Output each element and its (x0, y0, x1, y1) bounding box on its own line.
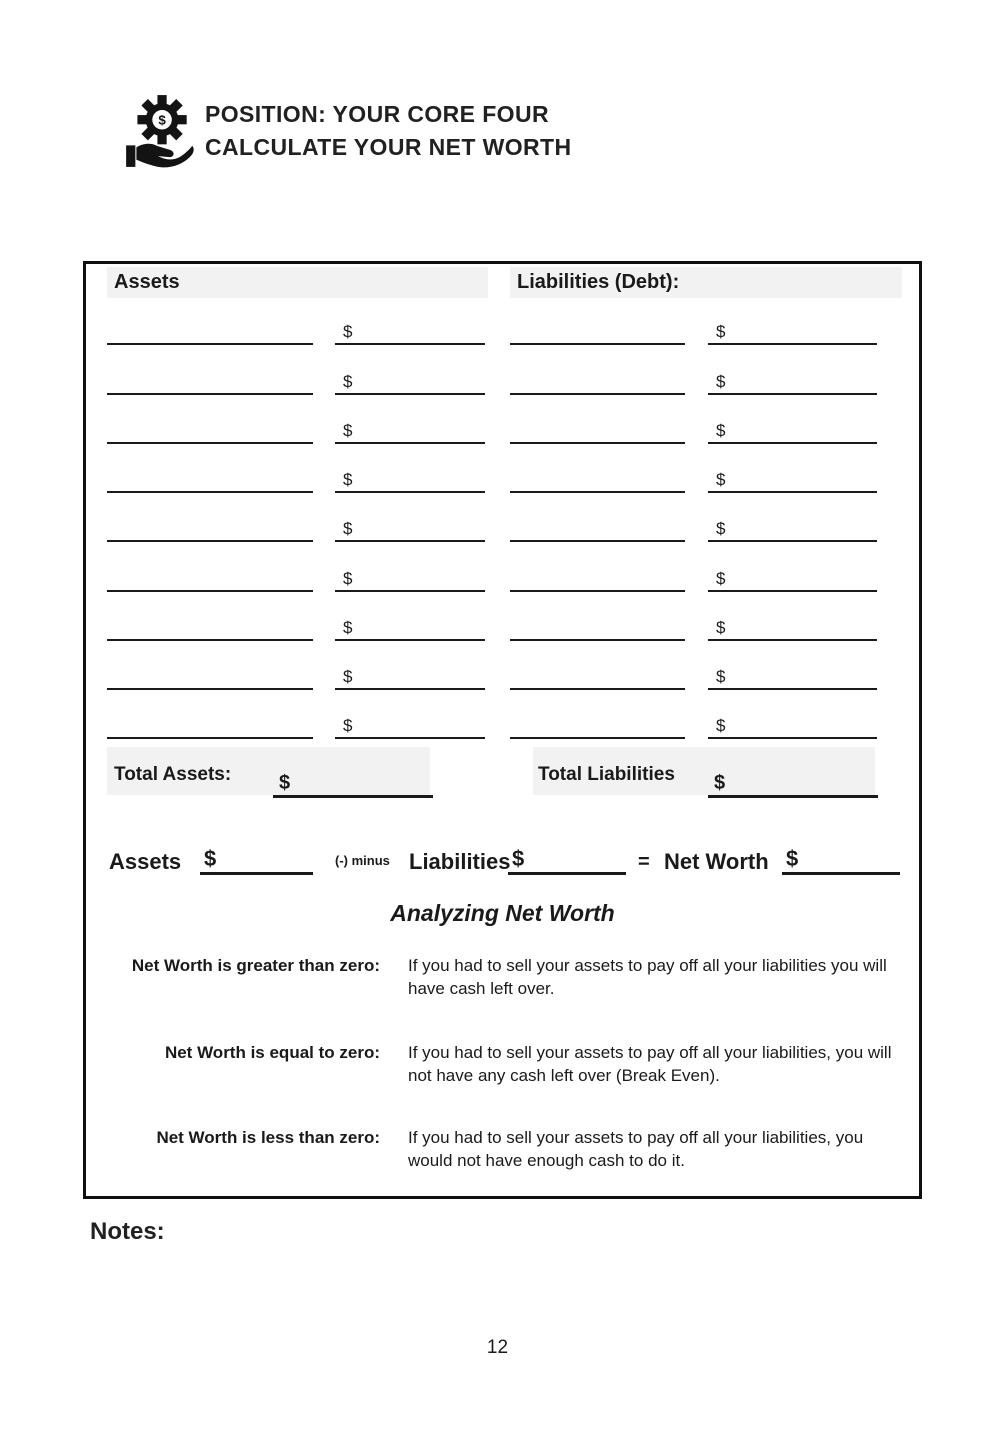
asset-amount-field[interactable] (335, 317, 485, 345)
asset-amount-field[interactable] (335, 514, 485, 542)
asset-name-field[interactable] (107, 660, 313, 690)
page-title-line1: POSITION: YOUR CORE FOUR (205, 101, 549, 127)
worksheet-row (86, 444, 919, 493)
asset-amount-field[interactable] (335, 465, 485, 493)
total-liabilities-label: Total Liabilities (538, 764, 675, 785)
liability-name-field[interactable] (510, 463, 685, 493)
dollar-sign: $ (716, 667, 726, 686)
worksheet-row (86, 542, 919, 591)
analysis-item-text: If you had to sell your assets to pay off all your liabilities you will have cash left over. (408, 956, 887, 998)
dollar-sign: $ (716, 519, 726, 539)
money-gear-hand-icon (125, 92, 195, 170)
liabilities-column-header: Liabilities (Debt): (510, 267, 902, 298)
liability-name-field[interactable] (510, 365, 685, 395)
dollar-sign: $ (343, 322, 353, 342)
analysis-item-label: Net Worth is equal to zero: (164, 1043, 380, 1062)
worksheet-row (86, 395, 919, 444)
assets-column-header: Assets (107, 267, 488, 298)
asset-name-field[interactable] (107, 562, 313, 592)
analysis-item (86, 1041, 919, 1087)
dollar-sign: $ (343, 371, 353, 391)
asset-name-field[interactable] (107, 365, 313, 395)
liability-amount-field[interactable] (708, 317, 877, 345)
worksheet-row (86, 641, 919, 690)
formula-net-worth-field[interactable] (782, 842, 900, 875)
worksheet-row (86, 690, 919, 739)
formula-liabilities-label: Liabilities (409, 849, 511, 874)
liability-amount-field[interactable] (708, 514, 877, 542)
asset-amount-field[interactable] (335, 416, 485, 444)
liability-amount-field[interactable] (708, 367, 877, 395)
dollar-sign: $ (343, 716, 353, 736)
dollar-sign: $ (716, 322, 726, 342)
dollar-sign: $ (716, 716, 726, 736)
net-worth-worksheet-box (83, 261, 922, 1199)
dollar-sign: $ (343, 667, 353, 686)
liability-amount-field[interactable] (708, 416, 877, 444)
dollar-sign: $ (716, 470, 726, 489)
asset-name-field[interactable] (107, 414, 313, 444)
total-liabilities-field[interactable] (708, 763, 878, 798)
dollar-sign: $ (343, 617, 353, 637)
liability-name-field[interactable] (510, 709, 685, 739)
notes-label: Notes: (90, 1218, 165, 1245)
dollar-sign: $ (204, 846, 217, 871)
total-assets-field[interactable] (273, 763, 433, 798)
formula-assets-label: Assets (109, 849, 182, 874)
worksheet-row (86, 592, 919, 641)
liability-name-field[interactable] (510, 660, 685, 690)
analysis-title: Analyzing Net Worth (390, 900, 615, 926)
liability-name-field[interactable] (510, 414, 685, 444)
liability-name-field[interactable] (510, 562, 685, 592)
analysis-item (86, 954, 919, 1000)
dollar-sign: $ (512, 846, 525, 871)
dollar-sign: $ (343, 420, 353, 440)
liability-amount-field[interactable] (708, 465, 877, 493)
asset-name-field[interactable] (107, 463, 313, 493)
worksheet-row (86, 296, 919, 345)
analysis-item-text: If you had to sell your assets to pay off all your liabilities, you will not have any cash left over (Break Even). (408, 1043, 892, 1085)
net-worth-formula-row (86, 838, 919, 875)
liability-name-field[interactable] (510, 611, 685, 641)
total-assets-label: Total Assets: (114, 764, 232, 785)
dollar-sign: $ (716, 617, 726, 637)
liability-amount-field[interactable] (708, 564, 877, 592)
dollar-sign: $ (786, 846, 799, 871)
liability-amount-field[interactable] (708, 711, 877, 739)
liability-amount-field[interactable] (708, 613, 877, 641)
analysis-item (86, 1126, 919, 1172)
formula-liabilities-field[interactable] (508, 842, 626, 875)
worksheet-rows (86, 296, 919, 739)
formula-net-worth-label: Net Worth (664, 849, 769, 874)
analysis-item-label: Net Worth is greater than zero: (131, 956, 380, 975)
dollar-sign: $ (716, 420, 726, 440)
liability-amount-field[interactable] (708, 662, 877, 690)
page-title-line2: CALCULATE YOUR NET WORTH (205, 134, 572, 160)
liability-name-field[interactable] (510, 512, 685, 542)
asset-name-field[interactable] (107, 512, 313, 542)
dollar-sign: $ (716, 371, 726, 391)
dollar-sign: $ (343, 519, 353, 539)
formula-assets-field[interactable] (200, 842, 313, 875)
dollar-sign: $ (714, 772, 726, 794)
page-number: 12 (486, 1337, 509, 1358)
analysis-item-text: If you had to sell your assets to pay off all your liabilities, you would not have enough cash to do it. (408, 1128, 864, 1170)
asset-amount-field[interactable] (335, 367, 485, 395)
dollar-sign: $ (716, 568, 726, 588)
asset-name-field[interactable] (107, 709, 313, 739)
formula-equals-sign: = (638, 851, 650, 873)
liability-name-field[interactable] (510, 315, 685, 345)
worksheet-row (86, 493, 919, 542)
dollar-sign: $ (279, 772, 291, 794)
dollar-sign: $ (343, 470, 353, 489)
worksheet-row (86, 345, 919, 394)
svg-text:$: $ (158, 112, 166, 128)
analysis-item-label: Net Worth is less than zero: (156, 1128, 380, 1147)
dollar-sign: $ (343, 568, 353, 588)
asset-name-field[interactable] (107, 611, 313, 641)
asset-amount-field[interactable] (335, 613, 485, 641)
asset-amount-field[interactable] (335, 564, 485, 592)
asset-name-field[interactable] (107, 315, 313, 345)
formula-minus-label: (-) minus (335, 853, 390, 868)
asset-amount-field[interactable] (335, 662, 485, 690)
asset-amount-field[interactable] (335, 711, 485, 739)
